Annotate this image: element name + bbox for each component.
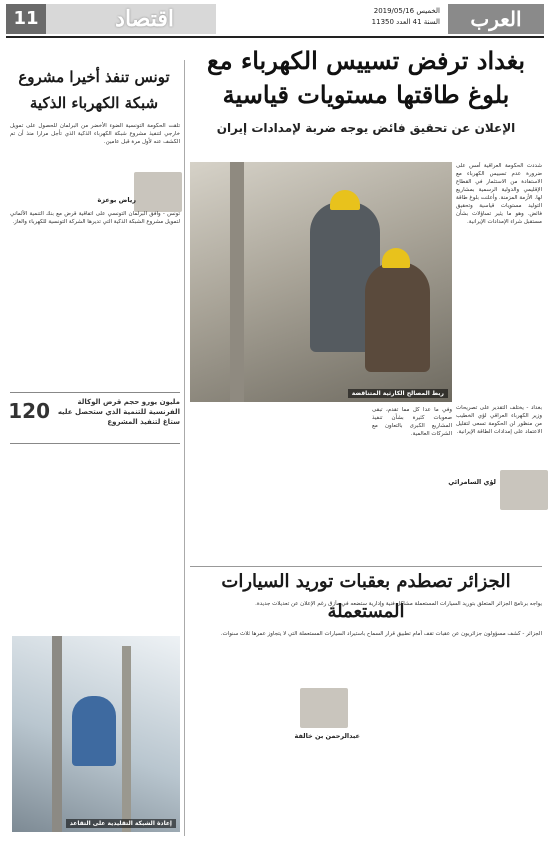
main-story-photo — [190, 162, 452, 402]
highlight-number: 120 — [8, 399, 50, 423]
worker-figure — [365, 262, 430, 372]
author-photo — [134, 172, 182, 212]
page-number: 11 — [6, 4, 46, 34]
section-tag — [6, 4, 216, 34]
section-name: اقتصاد — [115, 6, 174, 32]
worker-figure — [72, 696, 116, 766]
main-story-column: وفي ما عدا كل مما تقدم، تبقى صعوبات كثيرة بشأن تنفيذ المشاريع الكبرى بالتعاون مع الشركات العالمية. — [372, 407, 452, 437]
electric-pole-shape — [230, 162, 244, 402]
side-story-lede: تلقت الحكومة التونسية الضوء الأخضر من البرلمان للحصول على تمويل خارجي لتنفيذ مشروع شبكة الكهرباء الذكية الذي تأجل مرارا منذ أن تم الكشف عنه لأول مرة قبل عامين. — [10, 123, 180, 145]
masthead — [6, 4, 544, 38]
second-headline[interactable]: الجزائر تصطدم بعقبات توريد السيارات المستعملة — [190, 566, 542, 596]
issue-number: السنة 41 العدد 11350 — [371, 18, 440, 26]
main-story-column: شددت الحكومة العراقية أمس على ضرورة عدم تسييس الكهرباء مع الاستفادة من الاستثمار في القطاع الإقليمي والدولية الرسمية بمشاريع لها. الأزمة المزمنة. وأعلنت بلوغ طاقة التوليد مستويات قياسية وتحقيق فائض. وهو ما يثير تساؤلات بشأن مستقبل شراء الإمدادات الإيرانية. — [456, 163, 542, 225]
highlight-box — [10, 392, 180, 444]
issue-info — [344, 6, 440, 28]
side-headline[interactable]: تونس تنفذ أخيرا مشروع شبكة الكهرباء الذكية — [18, 68, 170, 112]
main-subheadline: الإعلان عن تحقيق فائض يوجه ضربة لإمدادات إيران — [216, 121, 516, 135]
helmet-shape — [330, 190, 360, 210]
electric-pole-shape — [52, 636, 62, 832]
side-photo-caption: إعادة الشبكة التقليدية على التقاعد — [66, 819, 176, 828]
newspaper-logo[interactable]: العرب — [448, 4, 544, 34]
side-headline-block — [6, 64, 182, 116]
main-photo-caption: ربط المصالح الكارثية المتناقضة — [348, 389, 448, 398]
second-story-body: الجزائر - كشف مسؤولون جزائريون عن عقبات تقف أمام تطبيق قرار السماح باستيراد السيارات المستعملة التي لا يتجاوز عمرها ثلاث سنوات. — [220, 631, 542, 637]
issue-date: الخميس 2019/05/16 — [373, 7, 440, 15]
helmet-shape — [382, 248, 410, 268]
author-photo — [500, 470, 548, 510]
author-photo — [300, 688, 348, 728]
author-name: لؤي السامرائي — [448, 478, 496, 486]
column-divider — [184, 60, 185, 836]
main-headline-block — [190, 44, 542, 138]
author-name: رياض بوعزة — [97, 196, 136, 204]
main-headline[interactable]: بغداد ترفض تسييس الكهرباء مع بلوغ طاقتها مستويات قياسية — [206, 46, 526, 109]
highlight-text: مليون يورو حجم قرض الوكالة الفرنسية للتنمية الذي ستحصل عليه ستاغ لتنفيذ المشروع — [57, 398, 180, 426]
second-story-lede: يواجه برنامج الجزائر المتعلق بتوريد السيارات المستعملة مشاكل فنية وإدارية ستضعه في مأزق رغم الإعلان عن تعديلات جديدة. — [255, 601, 542, 607]
electric-pole-shape — [122, 646, 131, 832]
side-story-photo — [12, 636, 180, 832]
main-story-column: بغداد - يختلف التقدير على تصريحات وزير الكهرباء العراقي لؤي الخطيب من منظور لن الحكومة تسعى لتقليل الاعتماد على إمدادات الطاقة الإيرانية. — [456, 405, 542, 435]
side-story-body: تونس - وافق البرلمان التونسي على اتفاقية قرض مع بنك التنمية الألماني لتمويل مشروع الشبكة الذكية التي تديرها الشركة التونسية للكهرباء والغاز. — [10, 211, 180, 225]
author-name: عبدالرحمن بن خالفة — [294, 732, 360, 740]
